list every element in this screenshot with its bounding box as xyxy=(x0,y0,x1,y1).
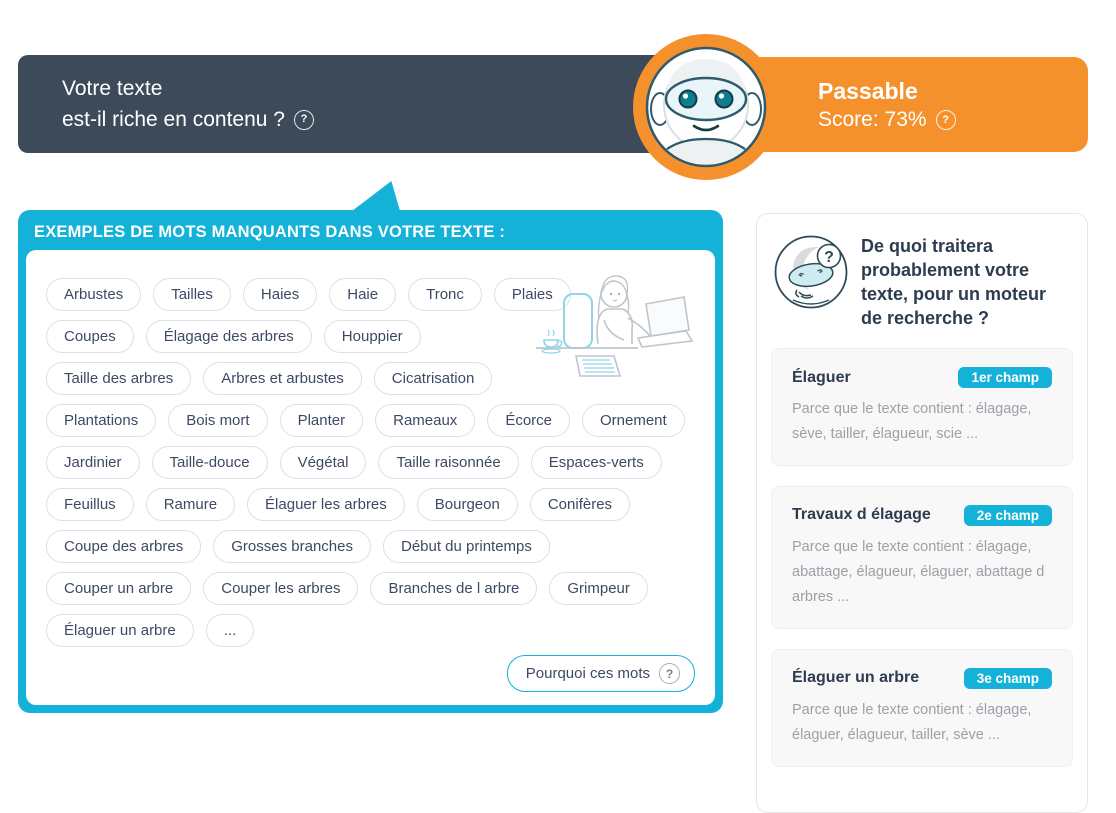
missing-word-pill[interactable]: Plaies xyxy=(494,278,571,311)
topic-card-body: Parce que le texte contient : élagage, sève, tailler, élagueur, scie ... xyxy=(792,401,1032,442)
topic-card-header xyxy=(792,367,1052,388)
topic-card xyxy=(771,649,1073,767)
robot-icon xyxy=(632,33,780,181)
topic-card-header xyxy=(792,505,1052,526)
missing-words-title: EXEMPLES DE MOTS MANQUANTS DANS VOTRE TEXTE : xyxy=(34,223,506,241)
sidebar-title: De quoi traitera probablement votre texte, pour un moteur de recherche ? xyxy=(861,236,1047,328)
why-button-help-icon: ? xyxy=(659,663,680,684)
missing-words-panel xyxy=(18,210,723,713)
robot-mascot-avatar xyxy=(632,33,780,181)
pill-row xyxy=(46,404,699,437)
missing-word-pill[interactable]: Taille raisonnée xyxy=(378,446,518,479)
missing-word-pill[interactable]: Couper un arbre xyxy=(46,572,191,605)
topic-card-body: Parce que le texte contient : élagage, élaguer, élagueur, tailler, sève ... xyxy=(792,701,1032,743)
pill-row xyxy=(46,614,699,647)
missing-word-pill[interactable]: Plantations xyxy=(46,404,156,437)
header-question xyxy=(62,73,314,135)
topic-card-body: Parce que le texte contient : élagage, abattage, élagueur, élaguer, abattage d arbres ... xyxy=(792,538,1045,605)
header-question-line2: est-il riche en contenu ? xyxy=(62,108,285,131)
missing-word-pill[interactable]: Écorce xyxy=(487,404,570,437)
missing-word-pill[interactable]: Cicatrisation xyxy=(374,362,493,395)
woman-laptop-icon xyxy=(534,268,699,380)
pill-row xyxy=(46,572,699,605)
missing-word-pill[interactable]: Espaces-verts xyxy=(531,446,662,479)
robot-thinking-icon xyxy=(773,234,849,315)
missing-word-pill[interactable]: Ramure xyxy=(146,488,235,521)
missing-word-pill[interactable]: Élagage des arbres xyxy=(146,320,312,353)
topic-cards-list xyxy=(771,348,1073,767)
topic-card-title: Élaguer un arbre xyxy=(792,669,920,687)
missing-word-pill[interactable]: Ornement xyxy=(582,404,685,437)
score-value-label: Score: 73% xyxy=(818,107,927,131)
sidebar-header xyxy=(771,228,1073,334)
topic-card xyxy=(771,348,1073,466)
missing-word-pill[interactable]: Grosses branches xyxy=(213,530,371,563)
topic-card-title: Élaguer xyxy=(792,368,851,386)
score-rating-label: Passable xyxy=(818,77,918,104)
missing-word-pill[interactable]: Taille des arbres xyxy=(46,362,191,395)
missing-word-pill[interactable]: Arbres et arbustes xyxy=(203,362,362,395)
pill-row xyxy=(46,488,699,521)
missing-word-pill[interactable]: Grimpeur xyxy=(549,572,648,605)
header-help-icon[interactable]: ? xyxy=(294,110,314,130)
missing-word-pill[interactable]: Branches de l arbre xyxy=(370,572,537,605)
missing-word-pill[interactable]: Houppier xyxy=(324,320,421,353)
missing-word-pill[interactable]: Couper les arbres xyxy=(203,572,358,605)
missing-word-pill[interactable]: Haies xyxy=(243,278,317,311)
svg-text:?: ? xyxy=(824,249,834,266)
missing-word-pill[interactable]: Haie xyxy=(329,278,396,311)
missing-word-pill[interactable]: ... xyxy=(206,614,255,647)
missing-word-pill[interactable]: Élaguer les arbres xyxy=(247,488,405,521)
topic-card xyxy=(771,486,1073,629)
why-these-words-button[interactable] xyxy=(507,655,695,692)
field-rank-badge: 2e champ xyxy=(964,505,1052,526)
missing-word-pill[interactable]: Rameaux xyxy=(375,404,475,437)
missing-word-pill[interactable]: Taille-douce xyxy=(152,446,268,479)
missing-word-pill[interactable]: Planter xyxy=(280,404,364,437)
woman-at-laptop-illustration xyxy=(534,268,699,380)
missing-word-pill[interactable]: Coupe des arbres xyxy=(46,530,201,563)
topic-card-title: Travaux d élagage xyxy=(792,506,931,524)
missing-word-pill[interactable]: Conifères xyxy=(530,488,630,521)
missing-word-pill[interactable]: Arbustes xyxy=(46,278,141,311)
header-question-line1: Votre texte xyxy=(62,77,163,100)
missing-words-body xyxy=(26,250,715,705)
missing-word-pill[interactable]: Feuillus xyxy=(46,488,134,521)
why-button-label: Pourquoi ces mots xyxy=(525,665,650,682)
missing-word-pill[interactable]: Végétal xyxy=(280,446,367,479)
topics-sidebar xyxy=(756,213,1088,813)
missing-word-pill[interactable]: Jardinier xyxy=(46,446,140,479)
missing-word-pill[interactable]: Bourgeon xyxy=(417,488,518,521)
field-rank-badge: 1er champ xyxy=(958,367,1052,388)
missing-word-pill[interactable]: Tailles xyxy=(153,278,231,311)
field-rank-badge: 3e champ xyxy=(964,668,1052,689)
speech-bubble-tail xyxy=(352,181,400,211)
missing-word-pill[interactable]: Tronc xyxy=(408,278,482,311)
missing-word-pill[interactable]: Début du printemps xyxy=(383,530,550,563)
pill-row xyxy=(46,446,699,479)
missing-word-pill[interactable]: Élaguer un arbre xyxy=(46,614,194,647)
missing-word-pill[interactable]: Bois mort xyxy=(168,404,267,437)
score-help-icon[interactable]: ? xyxy=(936,110,956,130)
missing-word-pill[interactable]: Coupes xyxy=(46,320,134,353)
topic-card-header xyxy=(792,668,1052,689)
pill-row xyxy=(46,530,699,563)
